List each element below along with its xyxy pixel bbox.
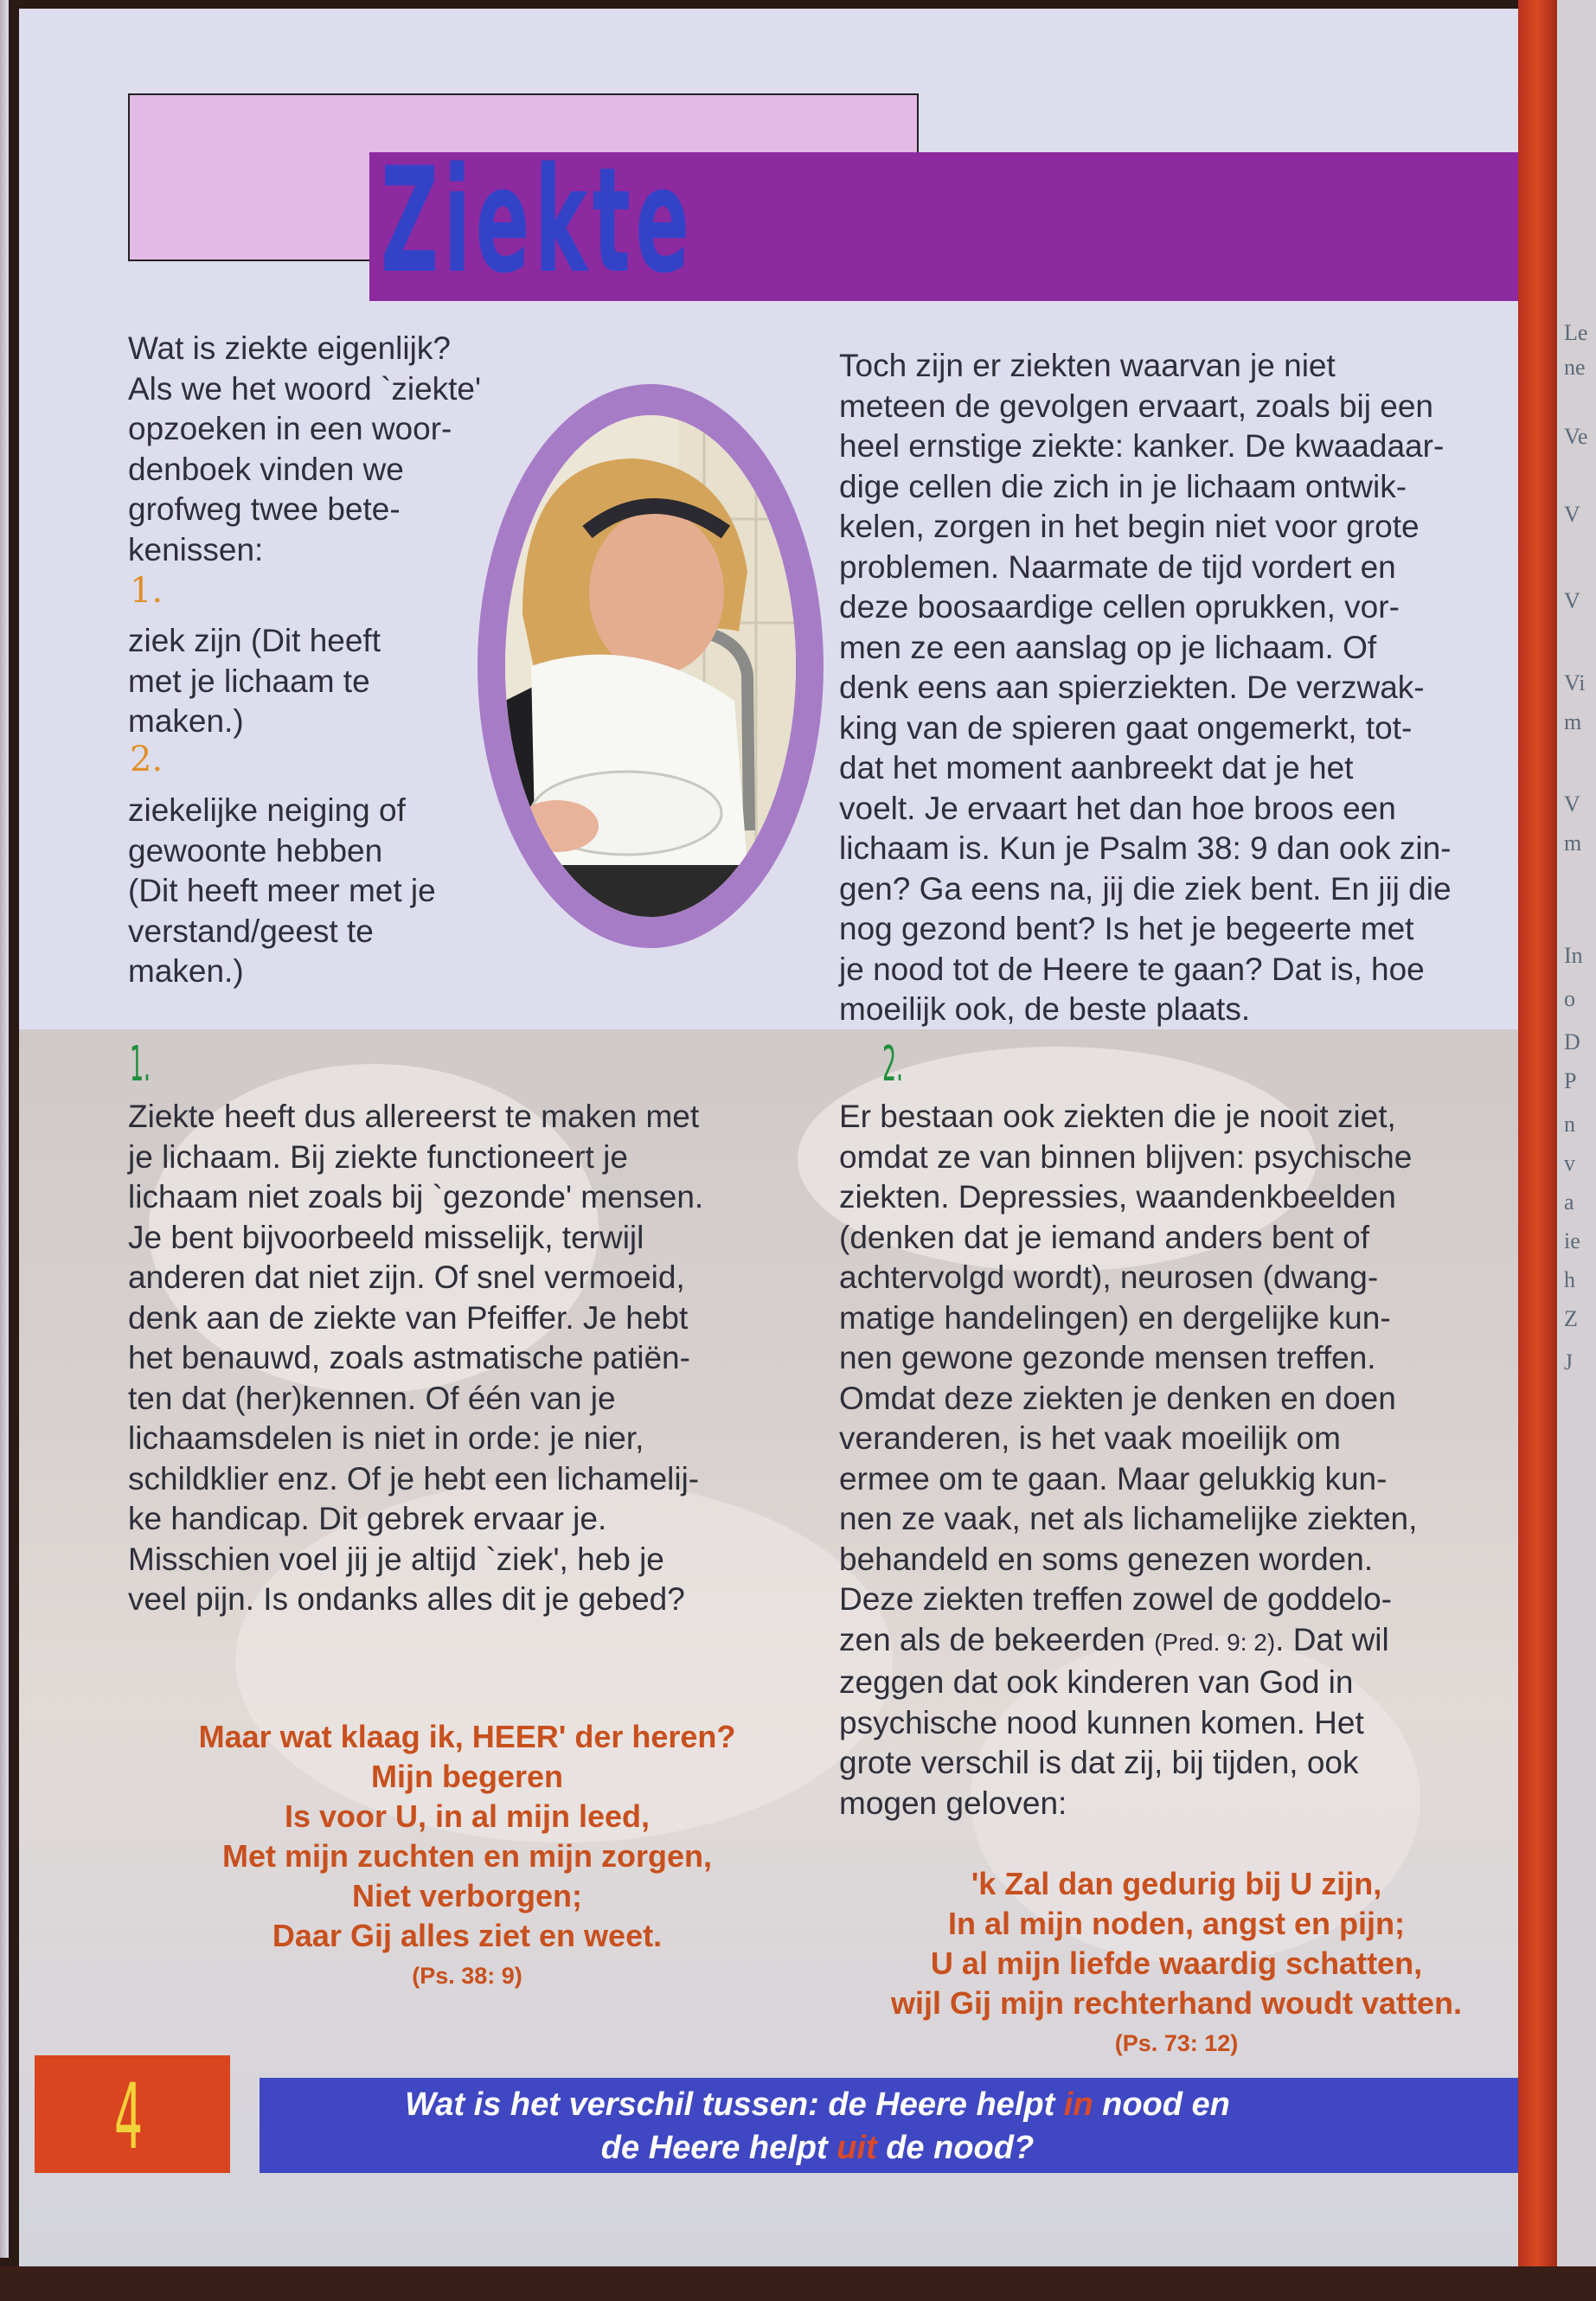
next-page-fragment: D [1564, 1029, 1580, 1054]
body-line: Er bestaan ook ziekten die je nooit ziet, [839, 1099, 1396, 1134]
body-line: voelt. Je ervaart het dan hoe broos een [839, 790, 1396, 826]
intro-line: Als we het woord `ziekte' [128, 370, 482, 407]
poem-line: Maar wat klaag ik, HEER' der heren? [198, 1719, 736, 1754]
poem-reference: (Ps. 38: 9) [412, 1963, 522, 1989]
scripture-reference: (Pred. 9: 2) [1154, 1628, 1276, 1656]
section-number-1: 1. [130, 1036, 151, 1093]
intro-text [128, 329, 526, 570]
poem-line: Is voor U, in al mijn leed, [284, 1798, 651, 1834]
body-line: lichaam is. Kun je Psalm 38: 9 dan ook zin- [839, 830, 1452, 866]
next-page-fragment: Le [1564, 320, 1588, 345]
body-line: nog gezond bent? Is het je begeerte met [839, 911, 1414, 946]
next-page-fragment: ne [1564, 355, 1586, 380]
body-line: Misschien voel jij je altijd `ziek', heb je [128, 1541, 664, 1577]
poem-line: U al mijn liefde waardig schatten, [930, 1945, 1423, 1981]
body-line: psychische nood kunnen komen. Het [839, 1704, 1364, 1740]
next-page-fragment: V [1564, 588, 1580, 613]
body-line: ermee om te gaan. Maar gelukkig kun- [839, 1460, 1388, 1497]
body-line: schildklier enz. Of je hebt een lichamelij- [128, 1460, 700, 1497]
body-line: dige cellen die zich in je lichaam ontwik- [839, 468, 1407, 504]
page-spine-shadow [0, 0, 9, 2258]
body-line: ke handicap. Dit gebrek ervaar je. [128, 1501, 607, 1536]
body-line: Toch zijn er ziekten waarvan je niet [839, 348, 1336, 383]
definition-number-2: 2. [130, 740, 163, 779]
section-1-text [128, 1097, 820, 1620]
poem-line: Mijn begeren [370, 1759, 564, 1794]
poem-line: Daar Gij alles ziet en weet. [272, 1918, 663, 1953]
definition-line: (Dit heeft meer met je [128, 873, 436, 908]
body-line: moeilijk ook, de beste plaats. [839, 991, 1251, 1027]
section-number-2: 2. [882, 1036, 904, 1093]
photo-illustration [505, 415, 796, 917]
section-2-text [839, 1097, 1522, 1823]
body-line: ten dat (her)kennen. Of één van je [128, 1380, 616, 1416]
question-text: nood en [1093, 2086, 1230, 2123]
intro-line: denboek vinden we [128, 451, 404, 487]
next-page-fragment: m [1564, 709, 1582, 734]
next-page-fragment: o [1564, 986, 1575, 1011]
intro-line: Wat is ziekte eigenlijk? [128, 330, 451, 366]
body-line: meteen de gevolgen ervaart, zoals bij een [839, 388, 1433, 424]
body-line: het benauwd, zoals astmatische patiën- [128, 1340, 690, 1375]
intro-line: kenissen: [128, 531, 264, 567]
next-page-fragment: m [1564, 830, 1582, 856]
body-line: Je bent bijvoorbeeld misselijk, terwijl [128, 1219, 644, 1255]
definition-line: met je lichaam te [128, 663, 370, 699]
right-top-text [839, 346, 1514, 1030]
definition-1-text [128, 621, 526, 742]
body-line: nen ze vaak, net als lichamelijke ziekten, [839, 1501, 1418, 1536]
question-line-1 [260, 2083, 1375, 2126]
body-line: deze boosaardige cellen oprukken, vor- [839, 589, 1400, 625]
line-text: zen als de bekeerden [839, 1621, 1155, 1657]
definition-line: verstand/geest te [128, 913, 374, 949]
page-number: 4 [114, 2064, 144, 2170]
body-line: nen gewone gezonde mensen treffen. [839, 1340, 1376, 1375]
body-line: achtervolgd wordt), neurosen (dwang- [839, 1259, 1379, 1295]
body-line: omdat ze van binnen blijven: psychische [839, 1138, 1413, 1175]
body-line: anderen dat niet zijn. Of snel vermoeid, [128, 1259, 685, 1295]
question-highlight: uit [836, 2130, 877, 2166]
definition-number-1: 1. [130, 571, 163, 611]
definition-line: gewoonte hebben [128, 832, 383, 868]
intro-line: opzoeken in een woor- [128, 411, 452, 446]
adjacent-page-edge [1557, 0, 1596, 2301]
next-page-fragment: In [1564, 943, 1583, 968]
definition-line: ziekelijke neiging of [128, 792, 406, 828]
page-number-tab [35, 2055, 230, 2173]
poem-line: wijl Gij mijn rechterhand woudt vatten. [890, 1985, 1463, 2021]
psalm-38-quote [130, 1717, 804, 1996]
body-line: king van de spieren gaat ongemerkt, tot- [839, 709, 1413, 746]
definition-line: maken.) [128, 703, 244, 739]
question-line-2 [260, 2126, 1375, 2170]
body-line: denk aan de ziekte van Pfeiffer. Je hebt [128, 1299, 689, 1336]
body-line: mogen geloven: [839, 1785, 1067, 1821]
body-line: dat het moment aanbreekt dat je het [839, 750, 1354, 785]
poem-line: In al mijn noden, angst en pijn; [947, 1906, 1405, 1941]
photo-sick-girl [505, 415, 796, 917]
page-bottom-edge [0, 2266, 1596, 2301]
body-line: Deze ziekten treffen zowel de goddelo- [839, 1581, 1392, 1617]
poem-line: Met mijn zuchten en mijn zorgen, [221, 1838, 713, 1874]
definition-2-text [128, 791, 561, 992]
definition-line: ziek zijn (Dit heeft [128, 623, 381, 658]
question-bar [260, 2078, 1518, 2173]
body-line: je nood tot de Heere te gaan? Dat is, hoe [839, 951, 1425, 987]
body-line: je lichaam. Bij ziekte functioneert je [128, 1138, 628, 1175]
body-line: grote verschil is dat zij, bij tijden, ook [839, 1745, 1359, 1780]
intro-line: grofweg twee bete- [128, 491, 401, 527]
body-line: veel pijn. Is ondanks alles dit je gebed? [128, 1581, 685, 1617]
question-text: de nood? [876, 2130, 1035, 2166]
body-line: kelen, zorgen in het begin niet voor grote [839, 509, 1420, 544]
body-line: Omdat deze ziekten je denken en doen [839, 1380, 1396, 1416]
body-line-with-reference [839, 1620, 1522, 1663]
body-line: Ziekte heeft dus allereerst te maken met [128, 1099, 700, 1134]
body-line: problemen. Naarmate de tijd vordert en [839, 548, 1396, 585]
body-line: (denken dat je iemand anders bent of [839, 1219, 1369, 1255]
question-highlight: in [1063, 2086, 1093, 2123]
body-line: denk eens aan spierziekten. De verzwak- [839, 670, 1425, 705]
poem-reference: (Ps. 73: 12) [1114, 2030, 1239, 2056]
next-page-fragment: V [1564, 792, 1580, 817]
next-page-fragment: ie [1564, 1228, 1580, 1253]
psalm-73-quote [830, 1864, 1522, 2063]
next-page-fragment: J [1564, 1349, 1574, 1375]
next-page-fragment: V [1564, 502, 1580, 527]
next-page-fragment: P [1564, 1068, 1577, 1093]
poem-line: 'k Zal dan gedurig bij U zijn, [971, 1866, 1382, 1901]
body-line: ziekten. Depressies, waandenkbeelden [839, 1179, 1396, 1215]
body-line: men ze een aanslag op je lichaam. Of [839, 629, 1377, 665]
poem-line: Niet verborgen; [351, 1878, 583, 1913]
next-page-fragment: Vi [1564, 670, 1586, 695]
definition-line: maken.) [128, 953, 244, 989]
body-line: lichaamsdelen is niet in orde: je nier, [128, 1420, 644, 1456]
body-line: lichaam niet zoals bij `gezonde' mensen. [128, 1179, 704, 1215]
next-page-fragment: Ve [1564, 424, 1588, 449]
page-title: Ziekte [381, 136, 695, 305]
next-page-fragment: n [1564, 1112, 1575, 1137]
body-line: gen? Ga eens na, jij die ziek bent. En jij die [839, 870, 1452, 907]
next-page-fragment: a [1564, 1189, 1574, 1215]
body-line: zeggen dat ook kinderen van God in [839, 1664, 1354, 1700]
next-page-fragment: Z [1564, 1306, 1578, 1331]
next-page-fragment: h [1564, 1267, 1575, 1292]
body-line: veranderen, is het vaak moeilijk om [839, 1420, 1341, 1456]
next-page-fragment: v [1564, 1150, 1575, 1176]
body-line: behandeld en soms genezen worden. [839, 1541, 1374, 1577]
page-edge-red-strip [1518, 0, 1557, 2266]
question-text: Wat is het verschil tussen: de Heere helpt [405, 2086, 1064, 2123]
body-line: matige handelingen) en dergelijke kun- [839, 1299, 1391, 1336]
question-text: de Heere helpt [600, 2130, 837, 2166]
body-line: heel ernstige ziekte: kanker. De kwaadaar- [839, 428, 1445, 464]
line-text: . Dat wil [1275, 1621, 1389, 1657]
